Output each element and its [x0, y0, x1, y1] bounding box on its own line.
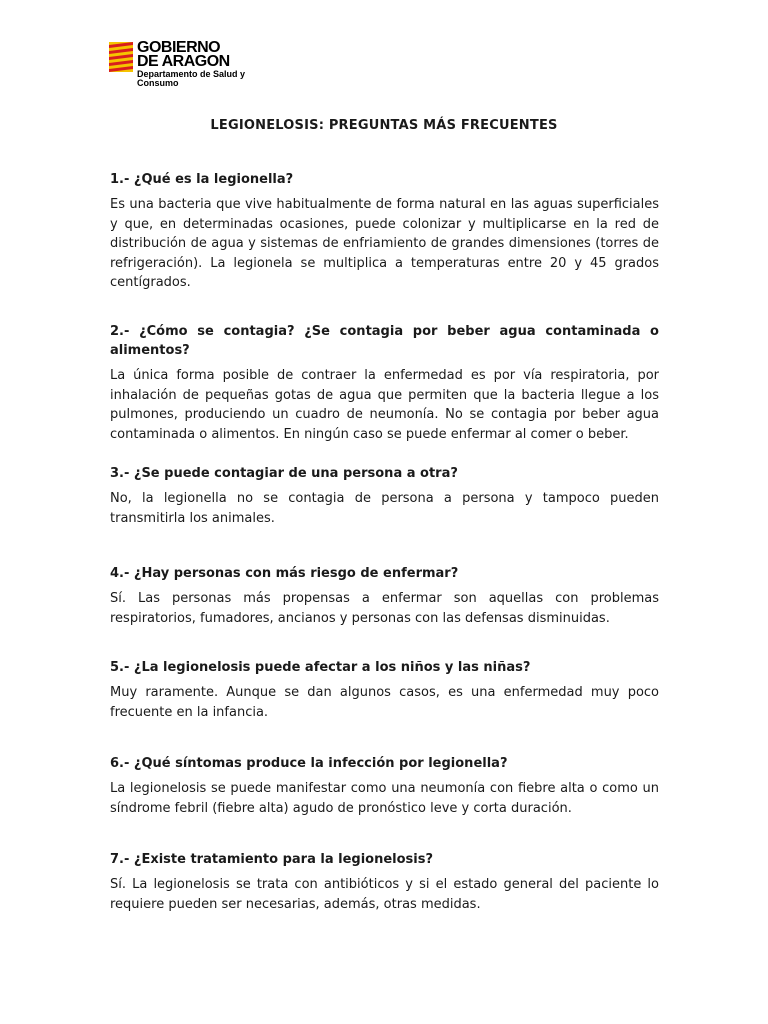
faq-answer: Sí. La legionelosis se trata con antibióticos y si el estado general del paciente lo requiere pueden ser necesarias, además, otras medidas. [110, 877, 659, 912]
government-logo [109, 40, 279, 88]
faq-item [110, 754, 659, 850]
faq-list [110, 170, 659, 930]
faq-item [110, 170, 659, 322]
aragon-flag-icon [109, 42, 133, 72]
faq-answer: Muy raramente. Aunque se dan algunos casos, es una enfermedad muy poco frecuente en la infancia. [110, 685, 659, 720]
faq-answer: Sí. Las personas más propensas a enfermar son aquellas con problemas respiratorios, fumadores, ancianos y personas con las defensas disminuidas. [110, 591, 659, 626]
logo-department-line1: Departamento de Salud y [137, 69, 246, 79]
faq-question: 7.- ¿Existe tratamiento para la legionelosis? [110, 852, 434, 867]
faq-question: 2.- ¿Cómo se contagia? ¿Se contagia por beber agua contaminada o alimentos? [110, 324, 659, 358]
faq-question: 5.- ¿La legionelosis puede afectar a los niños y las niñas? [110, 660, 531, 675]
faq-question: 6.- ¿Qué síntomas produce la infección por legionella? [110, 756, 508, 771]
faq-question: 4.- ¿Hay personas con más riesgo de enfermar? [110, 566, 459, 581]
faq-answer: La única forma posible de contraer la enfermedad es por vía respiratoria, por inhalación de pequeñas gotas de agua que permiten que la bacteria llegue a los pulmones, produciendo un cuadro de neumonía. No se contagia por beber agua contaminada o alimentos. En ningún caso se puede enfermar al comer o beber. [110, 368, 659, 442]
logo-text-line2: DE ARAGON [137, 53, 230, 70]
faq-answer: La legionelosis se puede manifestar como una neumonía con fiebre alta o como un síndrome febril (fiebre alta) agudo de pronóstico leve y corta duración. [110, 781, 659, 816]
faq-item [110, 850, 659, 930]
document-title: LEGIONELOSIS: PREGUNTAS MÁS FRECUENTES [210, 118, 558, 133]
faq-answer: Es una bacteria que vive habitualmente de forma natural en las aguas superficiales y que, en determinadas ocasiones, puede colonizar y multiplicarse en la red de distribución de agua y sistemas de enfriamiento de grandes dimensiones (torres de refrigeración). La legionela se multiplica a temperaturas entre 20 y 45 grados centígrados. [110, 197, 659, 290]
faq-question: 3.- ¿Se puede contagiar de una persona a otra? [110, 466, 458, 481]
faq-question: 1.- ¿Qué es la legionella? [110, 172, 294, 187]
logo-text-line1: GOBIERNO [137, 39, 221, 56]
faq-answer: No, la legionella no se contagia de persona a persona y tampoco pueden transmitirla los animales. [110, 491, 659, 526]
logo-department-line2: Consumo [137, 78, 179, 88]
faq-item [110, 564, 659, 658]
faq-item [110, 322, 659, 464]
faq-item [110, 464, 659, 564]
faq-item [110, 658, 659, 754]
